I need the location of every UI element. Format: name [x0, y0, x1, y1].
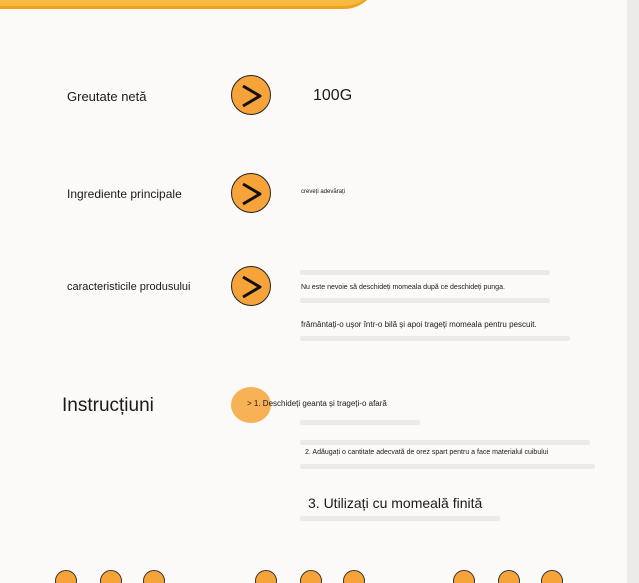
net-weight-label: Greutate netă — [67, 89, 147, 104]
chevron-right-icon — [231, 173, 271, 213]
top-banner — [0, 0, 378, 9]
net-weight-value: 100G — [313, 87, 353, 104]
ingredients-value: creveți adevărați — [301, 189, 346, 195]
step-1: > 1. Deschideți geanta și trageți-o afară — [247, 399, 387, 408]
step-3: 3. Utilizați cu momeală finită — [308, 495, 483, 511]
circle-icon — [541, 570, 563, 583]
circle-icon — [143, 570, 165, 583]
circle-icon — [255, 570, 277, 583]
faded-text — [300, 516, 500, 521]
features-line-2: frământați-o ușor într-o bilă și apoi trageți momeala pentru pescuit. — [301, 320, 537, 329]
faded-text — [300, 464, 595, 469]
circle-icon — [300, 570, 322, 583]
instructions-title: Instrucțiuni — [62, 395, 154, 416]
circle-icon — [453, 570, 475, 583]
faded-text — [300, 420, 420, 425]
circle-icon — [55, 570, 77, 583]
features-label: caracteristicile produsului — [67, 281, 191, 293]
circle-icon — [343, 570, 365, 583]
faded-text — [300, 298, 550, 303]
circle-icon — [498, 570, 520, 583]
step-2: 2. Adăugați o cantitate adecvată de orez spart pentru a face materialul cuibului — [305, 449, 549, 456]
ingredients-label: Ingrediente principale — [67, 187, 182, 201]
chevron-right-icon — [231, 266, 271, 306]
faded-text — [300, 270, 550, 275]
circle-icon — [100, 570, 122, 583]
chevron-right-icon — [231, 75, 271, 115]
faded-text — [300, 440, 590, 445]
faded-text — [300, 336, 570, 341]
bottom-icon-row — [0, 570, 639, 583]
right-edge — [627, 0, 639, 583]
features-line-1: Nu este nevoie să deschideți momeala după ce deschideți punga. — [301, 284, 505, 291]
